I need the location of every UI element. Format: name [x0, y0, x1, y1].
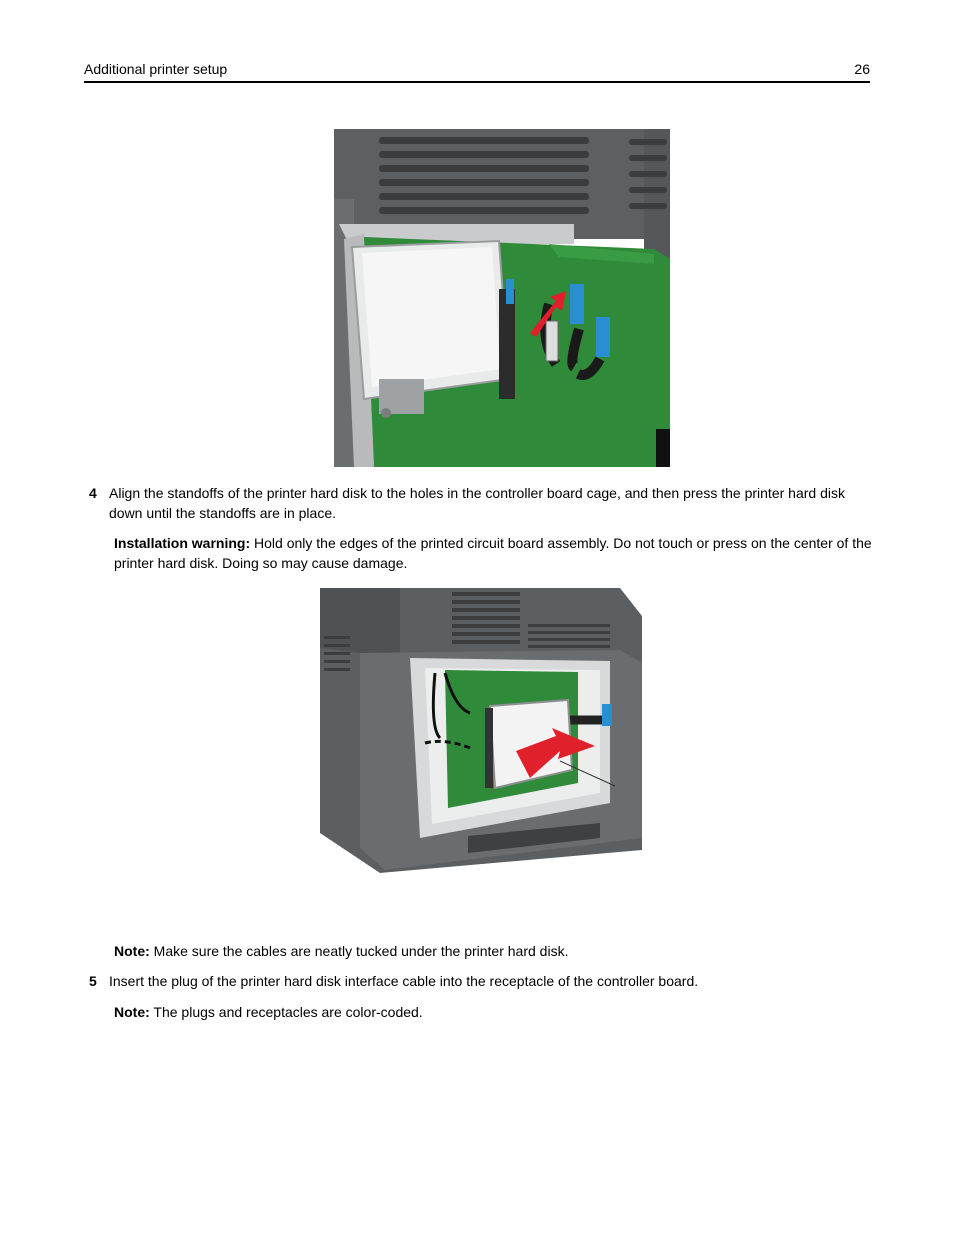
- step-text: Align the standoffs of the printer hard disk to the holes in the controller board cage, and then press the printer hard disk down until the standoffs are in place.: [109, 485, 845, 521]
- step-text: Insert the plug of the printer hard disk interface cable into the receptacle of the controller board.: [109, 973, 699, 989]
- illustration-hard-disk-insertion: [320, 588, 658, 926]
- warning-text: Hold only the edges of the printed circuit board assembly. Do not touch or press on the center of the printer hard disk. Doing so may cause damage.: [114, 535, 872, 571]
- figure-hard-disk-connector: [334, 129, 670, 467]
- step-4: [84, 483, 874, 523]
- note-label: Note:: [114, 943, 150, 959]
- page-header: [84, 61, 870, 83]
- running-header-title: Additional printer setup: [84, 61, 228, 77]
- note-text: The plugs and receptacles are color-coded.: [153, 1004, 423, 1020]
- step-number: 4: [89, 485, 97, 501]
- note-label: Note:: [114, 1004, 150, 1020]
- illustration-hard-disk-connection: [334, 129, 670, 467]
- step-5: [84, 971, 874, 991]
- installation-warning: [114, 533, 874, 573]
- note-color-coded: [114, 1002, 874, 1022]
- note-cables: [114, 941, 874, 961]
- note-text: Make sure the cables are neatly tucked under the printer hard disk.: [153, 943, 569, 959]
- warning-label: Installation warning:: [114, 535, 251, 551]
- step-number: 5: [89, 973, 97, 989]
- page-number: 26: [854, 61, 870, 77]
- figure-hard-disk-insertion: [320, 588, 658, 926]
